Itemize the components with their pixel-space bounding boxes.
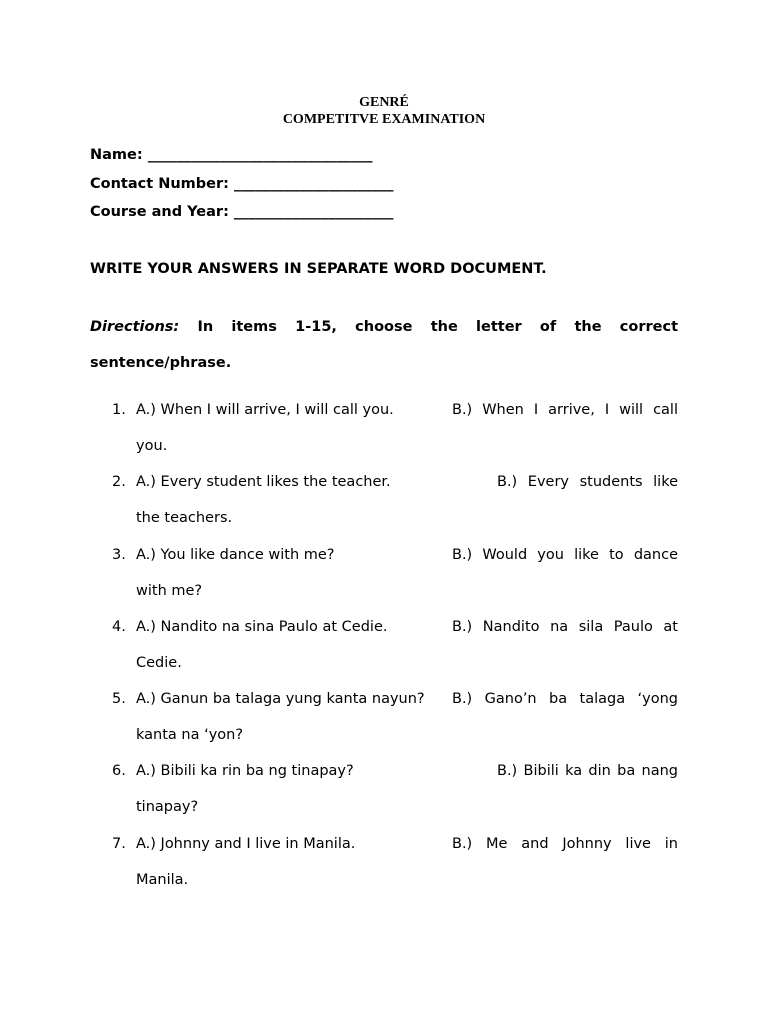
option-a: A.) Every student likes the teacher. xyxy=(136,474,391,491)
exam-header xyxy=(90,94,678,128)
directions-text: In items 1-15, choose the letter of the correct sentence/phrase. xyxy=(90,319,678,371)
option-a: A.) Bibili ka rin ba ng tinapay? xyxy=(136,763,354,780)
option-b: B.) Me and Johnny live in xyxy=(452,835,678,852)
contact-number-field: Contact Number: ______________________ xyxy=(90,175,394,192)
option-b: B.) Every students like xyxy=(497,474,678,491)
question-number: 6. xyxy=(112,763,126,780)
option-b: B.) Would you like to dance xyxy=(452,546,678,563)
question-item xyxy=(90,392,678,464)
question-item xyxy=(90,826,678,898)
question-options xyxy=(136,537,678,573)
option-b: B.) Nandito na sila Paulo at xyxy=(452,618,678,635)
question-options xyxy=(136,609,678,645)
option-b: B.) Gano’n ba talaga ‘yong xyxy=(452,691,678,708)
question-body xyxy=(136,464,678,536)
option-b-continuation: tinapay? xyxy=(136,799,199,816)
question-number: 1. xyxy=(112,402,126,418)
option-a: A.) You like dance with me? xyxy=(136,546,335,563)
option-b-continuation: the teachers. xyxy=(136,510,233,527)
question-body xyxy=(136,392,678,464)
course-year-field: Course and Year: ______________________ xyxy=(90,204,394,220)
option-b-continuation: with me? xyxy=(136,582,203,599)
option-a: A.) Ganun ba talaga yung kanta nayun? xyxy=(136,691,425,708)
directions-label: Directions: xyxy=(90,319,180,335)
question-item xyxy=(90,681,678,753)
question-body xyxy=(136,537,678,609)
directions-paragraph xyxy=(90,309,678,381)
question-number: 4. xyxy=(112,618,126,635)
header-subtitle: COMPETITVE EXAMINATION xyxy=(282,112,486,127)
exam-page xyxy=(90,0,678,1024)
question-item xyxy=(90,753,678,825)
question-item xyxy=(90,609,678,681)
option-b-continuation: you. xyxy=(136,438,168,454)
option-b: B.) Bibili ka din ba nang xyxy=(497,763,678,780)
question-options xyxy=(136,681,678,717)
question-item xyxy=(90,464,678,536)
option-b: B.) When I arrive, I will call xyxy=(452,402,678,418)
name-field: Name: _______________________________ xyxy=(90,147,373,163)
option-a: A.) Nandito na sina Paulo at Cedie. xyxy=(136,618,388,635)
question-number: 7. xyxy=(112,835,126,852)
question-number: 5. xyxy=(112,691,126,708)
option-b-continuation: Cedie. xyxy=(136,654,182,671)
question-body xyxy=(136,681,678,753)
question-number: 2. xyxy=(112,474,126,491)
question-options xyxy=(136,392,678,428)
question-options xyxy=(136,826,678,862)
option-a: A.) Johnny and I live in Manila. xyxy=(136,835,356,852)
question-body xyxy=(136,609,678,681)
header-title: GENRÉ xyxy=(359,95,409,110)
question-body xyxy=(136,753,678,825)
question-number: 3. xyxy=(112,546,126,563)
question-options xyxy=(136,464,678,500)
question-options xyxy=(136,753,678,789)
student-info-fields xyxy=(90,145,678,231)
option-b-continuation: kanta na ‘yon? xyxy=(136,727,244,744)
question-item xyxy=(90,537,678,609)
option-b-continuation: Manila. xyxy=(136,871,189,888)
option-a: A.) When I will arrive, I will call you. xyxy=(136,402,394,418)
question-body xyxy=(136,826,678,898)
question-list xyxy=(90,392,678,898)
answer-instruction: WRITE YOUR ANSWERS IN SEPARATE WORD DOCUMENT. xyxy=(90,261,547,277)
